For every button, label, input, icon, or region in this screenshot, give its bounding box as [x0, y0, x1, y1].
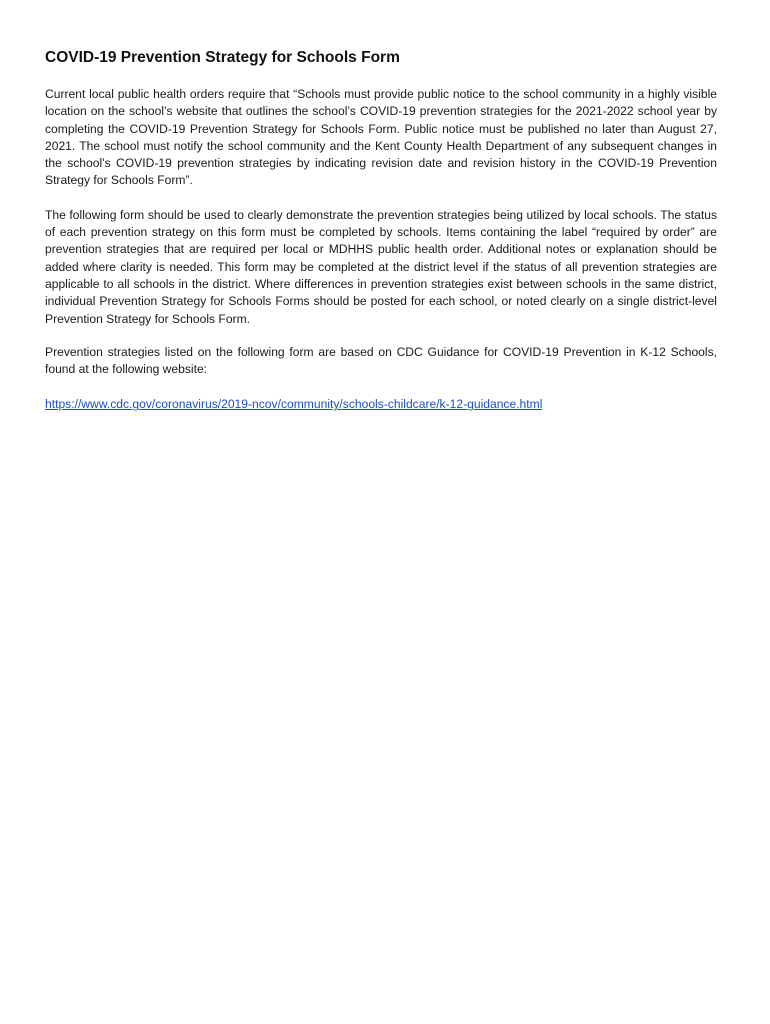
intro-paragraph: Current local public health orders require that “Schools must provide public notice to the school community in a highly visible location on the school’s website that outlines the school’s COVID-19 prevention strategies for the 2021-2022 school year by completing the COVID-19 Prevention Strategy for Schools Form. Public notice must be published no later than August 27, 2021. The school must notify the school community and the Kent County Health Department of any subsequent changes in the school’s COVID-19 prevention strategies by indicating revision date and revision history in the COVID-19 Prevention Strategy for Schools Form”. [45, 87, 717, 188]
document-title: COVID-19 Prevention Strategy for Schools Form [45, 49, 400, 66]
cdc-guidance-link[interactable]: https://www.cdc.gov/coronavirus/2019-ncov/community/schools-childcare/k-12-guidance.html [45, 397, 543, 412]
cdc-guidance-paragraph: Prevention strategies listed on the following form are based on CDC Guidance for COVID-19 Prevention in K-12 Schools, found at the following website: [45, 344, 717, 377]
form-usage-paragraph: The following form should be used to clearly demonstrate the prevention strategies being utilized by local schools. The status of each prevention strategy on this form must be completed by schools. Items containing the label “required by order” are prevention strategies that are required per local or MDHHS public health order. Additional notes or explanation should be added where clarity is needed. This form may be completed at the district level if the status of all prevention strategies are applicable to all schools in the district. Where differences in prevention strategies exist between schools in the same district, individual Prevention Strategy for Schools Forms should be posted for each school, or noted clearly on a single district-level Prevention Strategy for Schools Form. [45, 207, 717, 326]
document-page [45, 48, 717, 414]
